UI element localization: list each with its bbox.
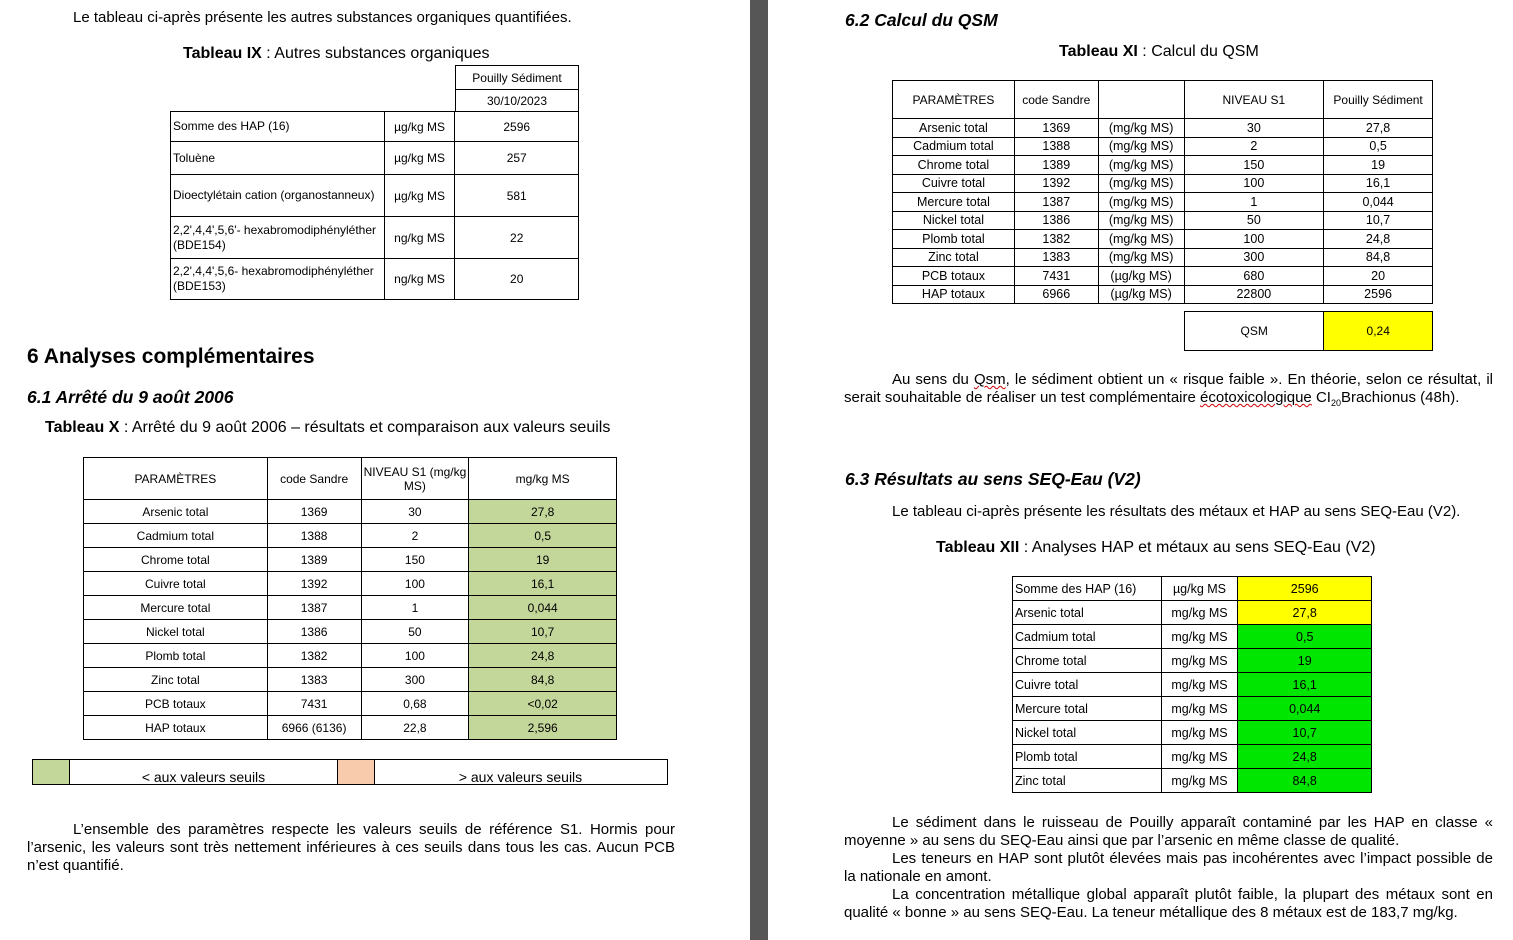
table11-s1-cell: 30 [1184, 119, 1324, 138]
qsm-label: QSM [1185, 312, 1324, 351]
table11-s1-cell: 22800 [1184, 285, 1324, 304]
table10-param-cell: Cadmium total [84, 524, 268, 548]
table10-s1-cell: 300 [361, 668, 469, 692]
table10-code-cell: 7431 [267, 692, 361, 716]
table11-caption-label: Tableau XI [1059, 43, 1138, 60]
table10-param-cell: Plomb total [84, 644, 268, 668]
section-6-1-heading: 6.1 Arrêté du 9 août 2006 [27, 387, 234, 407]
table10-caption-label: Tableau X [45, 419, 120, 436]
table12-unit-cell: mg/kg MS [1161, 769, 1238, 793]
table11-value-cell: 27,8 [1324, 119, 1433, 138]
table12 [1012, 576, 1372, 793]
table10-value-cell: 24,8 [469, 644, 617, 668]
table-row [84, 668, 617, 692]
table9-value-cell: 257 [455, 142, 579, 175]
table10-code-cell: 1389 [267, 548, 361, 572]
analysis-paragraph-teneurs: Les teneurs en HAP sont plutôt élevées mais pas incohérentes avec l’impact possible de la nationale en amont. [844, 850, 1493, 885]
table-row [893, 248, 1433, 267]
section-6-2-heading: 6.2 Calcul du QSM [845, 10, 998, 30]
table11-unit-cell: (µg/kg MS) [1098, 267, 1184, 286]
table10-caption-text: Arrêté du 9 août 2006 – résultats et comparaison aux valeurs seuils [131, 419, 611, 436]
table-row [1013, 769, 1372, 793]
qsm-value: 0,24 [1324, 312, 1433, 351]
table11-code-cell: 1383 [1014, 248, 1098, 267]
table10-value-cell: 19 [469, 548, 617, 572]
table-row [1013, 721, 1372, 745]
table11-value-cell: 16,1 [1324, 174, 1433, 193]
legend-below-label: < aux valeurs seuils [141, 769, 266, 785]
table11-value-cell: 19 [1324, 156, 1433, 175]
table11-param-cell: Chrome total [893, 156, 1015, 175]
table9-unit-cell: µg/kg MS [384, 175, 455, 217]
table9-value-cell: 20 [455, 259, 579, 300]
table9-param-cell: Somme des HAP (16) [171, 112, 385, 142]
table10-value-cell: 27,8 [469, 500, 617, 524]
table10-code-cell: 1382 [267, 644, 361, 668]
table11-header-param: PARAMÈTRES [893, 81, 1015, 119]
legend-above-label: > aux valeurs seuils [458, 769, 583, 785]
table11 [892, 80, 1433, 304]
table10-code-cell: 6966 (6136) [267, 716, 361, 740]
table12-value-cell: 0,5 [1238, 625, 1372, 649]
table9-value-cell: 2596 [455, 112, 579, 142]
table12-param-cell: Plomb total [1013, 745, 1162, 769]
table11-code-cell: 7431 [1014, 267, 1098, 286]
table10-s1-cell: 100 [361, 572, 469, 596]
table-row [893, 267, 1433, 286]
table-row [1013, 625, 1372, 649]
seq-intro-paragraph: Le tableau ci-après présente les résultats des métaux et HAP au sens SEQ-Eau (V2). [892, 503, 1461, 520]
table11-s1-cell: 2 [1184, 137, 1324, 156]
table-row [1013, 745, 1372, 769]
table10-value-cell: 0,5 [469, 524, 617, 548]
table11-unit-cell: (mg/kg MS) [1098, 174, 1184, 193]
table9-caption-text: Autres substances organiques [274, 45, 490, 62]
section-6-heading: 6 Analyses complémentaires [27, 345, 315, 368]
table11-value-cell: 10,7 [1324, 211, 1433, 230]
table11-code-cell: 6966 [1014, 285, 1098, 304]
table10-value-cell: <0,02 [469, 692, 617, 716]
table10-value-cell: 2,596 [469, 716, 617, 740]
table11-header-s1: NIVEAU S1 [1184, 81, 1324, 119]
table9-caption: Tableau IX : Autres substances organiques [183, 45, 490, 62]
analysis-paragraph-hap: Le sédiment dans le ruisseau de Pouilly apparaît contaminé par les HAP en classe « moyenne » au sens du SEQ-Eau ainsi que par l’arsenic en même classe de qualité. [844, 814, 1493, 849]
table12-caption-text: Analyses HAP et métaux au sens SEQ-Eau (V2) [1031, 539, 1376, 556]
table10-s1-cell: 1 [361, 596, 469, 620]
table12-value-cell: 0,044 [1238, 697, 1372, 721]
table11-value-cell: 0,044 [1324, 193, 1433, 212]
table-row [893, 230, 1433, 249]
conclusion-paragraph: L’ensemble des paramètres respecte les valeurs seuils de référence S1. Hormis pour l’arsenic, les valeurs sont très nettement inférieures à ces seuils dans tous les cas. Aucun PCB n’est quantifié. [27, 821, 675, 874]
table-row [171, 142, 579, 175]
analysis-paragraph-metaux: La concentration métallique global apparaît plutôt faible, la plupart des métaux sont en qualité « bonne » au sens SEQ-Eau. La teneur métallique des 8 métaux est de 183,7 mg/kg. [844, 886, 1493, 921]
table11-header-code: code Sandre [1014, 81, 1098, 119]
table10-s1-cell: 2 [361, 524, 469, 548]
table-row [893, 174, 1433, 193]
table10-param-cell: PCB totaux [84, 692, 268, 716]
table11-param-cell: Arsenic total [893, 119, 1015, 138]
table12-unit-cell: mg/kg MS [1161, 649, 1238, 673]
table-row [171, 175, 579, 217]
table11-code-cell: 1388 [1014, 137, 1098, 156]
table10-s1-cell: 30 [361, 500, 469, 524]
table-row [893, 193, 1433, 212]
table10-code-cell: 1386 [267, 620, 361, 644]
table11-unit-cell: (mg/kg MS) [1098, 156, 1184, 175]
table9-param-cell: Toluène [171, 142, 385, 175]
table9-param-cell: 2,2',4,4',5,6- hexabromodiphényléther (BDE153) [171, 259, 385, 300]
table-row [893, 285, 1433, 304]
table-row [84, 644, 617, 668]
table11-unit-cell: (mg/kg MS) [1098, 137, 1184, 156]
table-row [1013, 577, 1372, 601]
table11-value-cell: 20 [1324, 267, 1433, 286]
table12-value-cell: 24,8 [1238, 745, 1372, 769]
table-row [1013, 601, 1372, 625]
table-row [84, 716, 617, 740]
table11-param-cell: PCB totaux [893, 267, 1015, 286]
section-6-3-heading: 6.3 Résultats au sens SEQ-Eau (V2) [845, 469, 1141, 489]
table11-code-cell: 1387 [1014, 193, 1098, 212]
table12-value-cell: 27,8 [1238, 601, 1372, 625]
table-row [171, 217, 579, 259]
table12-param-cell: Somme des HAP (16) [1013, 577, 1162, 601]
table11-code-cell: 1382 [1014, 230, 1098, 249]
table12-unit-cell: µg/kg MS [1161, 577, 1238, 601]
table9-station: Pouilly Sédiment [456, 66, 579, 90]
table9-value-cell: 22 [455, 217, 579, 259]
table12-unit-cell: mg/kg MS [1161, 697, 1238, 721]
table-row [84, 500, 617, 524]
table11-param-cell: Plomb total [893, 230, 1015, 249]
table10-value-cell: 10,7 [469, 620, 617, 644]
table10-value-cell: 84,8 [469, 668, 617, 692]
table12-value-cell: 84,8 [1238, 769, 1372, 793]
table11-code-cell: 1392 [1014, 174, 1098, 193]
table10-header-value: mg/kg MS [469, 458, 617, 500]
table11-param-cell: Cuivre total [893, 174, 1015, 193]
table11-unit-cell: (mg/kg MS) [1098, 230, 1184, 249]
table10-param-cell: Zinc total [84, 668, 268, 692]
table10-code-cell: 1387 [267, 596, 361, 620]
table10-s1-cell: 50 [361, 620, 469, 644]
table10-code-cell: 1388 [267, 524, 361, 548]
table10-param-cell: HAP totaux [84, 716, 268, 740]
table10-value-cell: 16,1 [469, 572, 617, 596]
table10-code-cell: 1392 [267, 572, 361, 596]
table-row [84, 692, 617, 716]
table-row [1013, 697, 1372, 721]
table11-param-cell: Cadmium total [893, 137, 1015, 156]
table11-unit-cell: (µg/kg MS) [1098, 285, 1184, 304]
table12-param-cell: Mercure total [1013, 697, 1162, 721]
page-divider [750, 0, 768, 940]
table11-header-value: Pouilly Sédiment [1324, 81, 1433, 119]
qsm-paragraph: Au sens du Qsm, le sédiment obtient un « risque faible ». En théorie, selon ce résultat, il serait souhaitable de réaliser un test complémentaire écotoxicologique $CI_{20}Brachionus$ (48h). [844, 371, 1493, 408]
table12-value-cell: 10,7 [1238, 721, 1372, 745]
table11-s1-cell: 1 [1184, 193, 1324, 212]
threshold-legend [32, 759, 668, 785]
table-row [893, 119, 1433, 138]
table-row [84, 524, 617, 548]
table12-caption-label: Tableau XII [936, 539, 1020, 556]
table10-param-cell: Chrome total [84, 548, 268, 572]
table-row [171, 259, 579, 300]
table12-caption: Tableau XII : Analyses HAP et métaux au sens SEQ-Eau (V2) [936, 539, 1376, 556]
table10-header-param: PARAMÈTRES [84, 458, 268, 500]
table12-value-cell: 19 [1238, 649, 1372, 673]
table9-value-cell: 581 [455, 175, 579, 217]
intro-paragraph: Le tableau ci-après présente les autres substances organiques quantifiées. [73, 9, 572, 26]
table11-s1-cell: 150 [1184, 156, 1324, 175]
table10-header-code: code Sandre [267, 458, 361, 500]
table10-s1-cell: 22,8 [361, 716, 469, 740]
table12-param-cell: Cuivre total [1013, 673, 1162, 697]
table10-param-cell: Arsenic total [84, 500, 268, 524]
table9-unit-cell: ng/kg MS [384, 217, 455, 259]
table12-unit-cell: mg/kg MS [1161, 625, 1238, 649]
table10-param-cell: Cuivre total [84, 572, 268, 596]
table9-caption-label: Tableau IX [183, 45, 262, 62]
table11-s1-cell: 100 [1184, 174, 1324, 193]
ecotox-word: écotoxicologique [1200, 389, 1312, 406]
table11-s1-cell: 680 [1184, 267, 1324, 286]
table10-code-cell: 1383 [267, 668, 361, 692]
table11-param-cell: HAP totaux [893, 285, 1015, 304]
table11-value-cell: 2596 [1324, 285, 1433, 304]
table9-header [455, 65, 579, 112]
table11-header-unit [1098, 81, 1184, 119]
table-row [171, 112, 579, 142]
table12-unit-cell: mg/kg MS [1161, 673, 1238, 697]
table11-param-cell: Zinc total [893, 248, 1015, 267]
table9-param-cell: 2,2',4,4',5,6'- hexabromodiphényléther (BDE154) [171, 217, 385, 259]
table11-param-cell: Nickel total [893, 211, 1015, 230]
table10-s1-cell: 0,68 [361, 692, 469, 716]
legend-above-swatch [337, 760, 375, 784]
table11-param-cell: Mercure total [893, 193, 1015, 212]
table-row [84, 548, 617, 572]
table9-param-cell: Dioectylétain cation (organostanneux) [171, 175, 385, 217]
table10-s1-cell: 100 [361, 644, 469, 668]
table10-caption: Tableau X : Arrêté du 9 août 2006 – résultats et comparaison aux valeurs seuils [45, 419, 611, 436]
table-row [893, 137, 1433, 156]
table10-param-cell: Nickel total [84, 620, 268, 644]
table-row [84, 596, 617, 620]
table10-s1-cell: 150 [361, 548, 469, 572]
table11-code-cell: 1369 [1014, 119, 1098, 138]
analysis-paragraphs [844, 814, 1493, 922]
table12-unit-cell: mg/kg MS [1161, 745, 1238, 769]
table12-param-cell: Zinc total [1013, 769, 1162, 793]
table12-param-cell: Chrome total [1013, 649, 1162, 673]
table-row [893, 156, 1433, 175]
table-row [84, 620, 617, 644]
table12-value-cell: 2596 [1238, 577, 1372, 601]
table11-unit-cell: (mg/kg MS) [1098, 211, 1184, 230]
legend-below-swatch [33, 760, 70, 784]
table10-param-cell: Mercure total [84, 596, 268, 620]
table12-param-cell: Cadmium total [1013, 625, 1162, 649]
table9-unit-cell: µg/kg MS [384, 112, 455, 142]
table11-value-cell: 0,5 [1324, 137, 1433, 156]
table11-code-cell: 1389 [1014, 156, 1098, 175]
table-row [1013, 673, 1372, 697]
table11-s1-cell: 50 [1184, 211, 1324, 230]
table-row [893, 211, 1433, 230]
table9-unit-cell: ng/kg MS [384, 259, 455, 300]
table11-s1-cell: 300 [1184, 248, 1324, 267]
table12-param-cell: Nickel total [1013, 721, 1162, 745]
table-row [1013, 649, 1372, 673]
table-row [84, 572, 617, 596]
table11-s1-cell: 100 [1184, 230, 1324, 249]
table11-caption: Tableau XI : Calcul du QSM [1059, 43, 1259, 60]
table9-date: 30/10/2023 [456, 90, 579, 112]
table11-caption-text: Calcul du QSM [1151, 43, 1259, 60]
table9 [170, 111, 579, 300]
table11-value-cell: 84,8 [1324, 248, 1433, 267]
table10 [83, 457, 617, 740]
table12-unit-cell: mg/kg MS [1161, 601, 1238, 625]
qsm-table [1184, 311, 1433, 351]
table12-value-cell: 16,1 [1238, 673, 1372, 697]
table11-value-cell: 24,8 [1324, 230, 1433, 249]
table11-unit-cell: (mg/kg MS) [1098, 248, 1184, 267]
table11-unit-cell: (mg/kg MS) [1098, 193, 1184, 212]
qsm-word: Qsm [973, 371, 1006, 388]
table12-param-cell: Arsenic total [1013, 601, 1162, 625]
table9-unit-cell: µg/kg MS [384, 142, 455, 175]
table11-unit-cell: (mg/kg MS) [1098, 119, 1184, 138]
table10-value-cell: 0,044 [469, 596, 617, 620]
table12-unit-cell: mg/kg MS [1161, 721, 1238, 745]
table10-code-cell: 1369 [267, 500, 361, 524]
table11-code-cell: 1386 [1014, 211, 1098, 230]
table10-header-s1: NIVEAU S1 (mg/kg MS) [361, 458, 469, 500]
